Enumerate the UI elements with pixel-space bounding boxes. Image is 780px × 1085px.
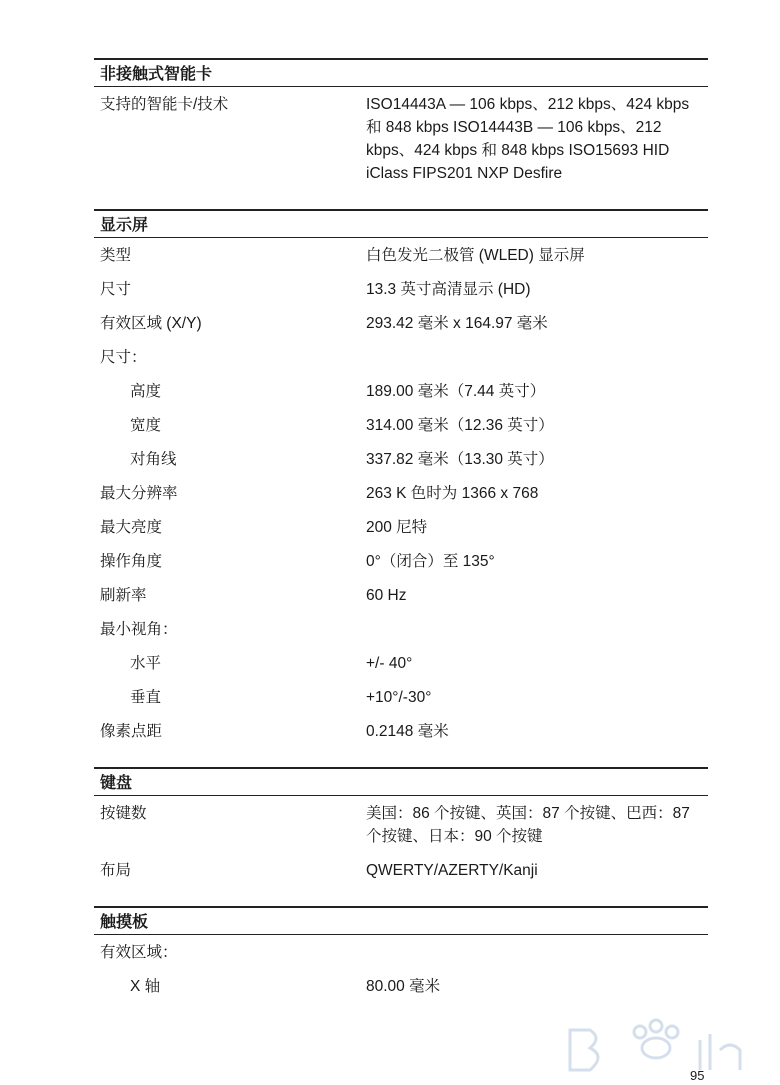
section-title: 显示屏 [94, 209, 708, 238]
spec-row [94, 612, 708, 646]
spec-label: 类型 [100, 247, 132, 264]
watermark-logo-icon [560, 1010, 770, 1080]
spec-document [94, 58, 708, 1003]
spec-row [94, 969, 708, 1003]
spec-value: 白色发光二极管 (WLED) 显示屏 [366, 247, 585, 264]
spec-label: 最大亮度 [100, 519, 163, 536]
spec-label: 水平 [130, 655, 162, 672]
spec-value [366, 346, 708, 369]
spec-value: 0.2148 毫米 [366, 723, 449, 740]
spec-row [94, 340, 708, 374]
spec-value: 337.82 毫米（13.30 英寸） [366, 451, 554, 468]
spec-row [94, 680, 708, 714]
spec-label: 对角线 [130, 451, 177, 468]
spec-label: 操作角度 [100, 553, 163, 570]
spec-label: 布局 [100, 862, 132, 879]
spec-label: 垂直 [130, 689, 162, 706]
spec-value: 314.00 毫米（12.36 英寸） [366, 417, 554, 434]
spec-row [94, 442, 708, 476]
section-title: 触摸板 [94, 906, 708, 935]
spec-row [94, 510, 708, 544]
spec-label: 按键数 [100, 805, 147, 822]
spec-label: 有效区域： [100, 944, 178, 961]
section-title: 非接触式智能卡 [94, 58, 708, 87]
spec-row [94, 544, 708, 578]
spec-row [94, 87, 708, 190]
spec-value: QWERTY/AZERTY/Kanji [366, 862, 538, 879]
section-touchpad [94, 906, 708, 1003]
page-number: 95 [690, 1068, 705, 1083]
spec-label: 尺寸： [100, 349, 147, 366]
spec-row [94, 476, 708, 510]
spec-value: 80.00 毫米 [366, 978, 441, 995]
spec-value: 263 K 色时为 1366 x 768 [366, 485, 539, 502]
spec-row [94, 578, 708, 612]
spec-value: 13.3 英寸高清显示 (HD) [366, 281, 531, 298]
spec-label: 刷新率 [100, 587, 147, 604]
section-title: 键盘 [94, 767, 708, 796]
spec-label: X 轴 [130, 978, 161, 995]
spec-row [94, 853, 708, 887]
spec-value [366, 618, 708, 641]
spec-value: 60 Hz [366, 587, 407, 604]
spec-value: +10°/-30° [366, 689, 432, 706]
spec-value: 0°（闭合）至 135° [366, 553, 495, 570]
spec-row [94, 714, 708, 748]
spec-label: 最大分辨率 [100, 485, 178, 502]
section-contactless-smartcard [94, 58, 708, 190]
spec-label: 像素点距 [100, 723, 163, 740]
spec-label: 高度 [130, 383, 162, 400]
spec-row [94, 238, 708, 272]
spec-label: 有效区域 (X/Y) [100, 315, 202, 332]
spec-label: 最小视角： [100, 621, 178, 638]
spec-value: 美国：86 个按键、英国：87 个按键、巴西：87 个按键、日本：90 个按键 [366, 805, 690, 845]
section-keyboard [94, 767, 708, 887]
spec-value: 200 尼特 [366, 519, 428, 536]
spec-value: ISO14443A — 106 kbps、212 kbps、424 kbps 和 848 kbps ISO14443B — 106 kbps、212 kbps、424 kbps 和 848 kbps ISO15693 HID iClass FIPS201 NXP Desfire [366, 96, 690, 182]
spec-value: +/- 40° [366, 655, 413, 672]
spec-row [94, 796, 708, 853]
spec-label: 宽度 [130, 417, 162, 434]
spec-row [94, 272, 708, 306]
spec-value [366, 941, 708, 964]
spec-label: 支持的智能卡/技术 [100, 96, 229, 113]
spec-label: 尺寸 [100, 281, 132, 298]
spec-row [94, 306, 708, 340]
spec-row [94, 374, 708, 408]
spec-value: 293.42 毫米 x 164.97 毫米 [366, 315, 548, 332]
section-display [94, 209, 708, 748]
spec-row [94, 408, 708, 442]
spec-row [94, 646, 708, 680]
spec-row [94, 935, 708, 969]
spec-value: 189.00 毫米（7.44 英寸） [366, 383, 546, 400]
